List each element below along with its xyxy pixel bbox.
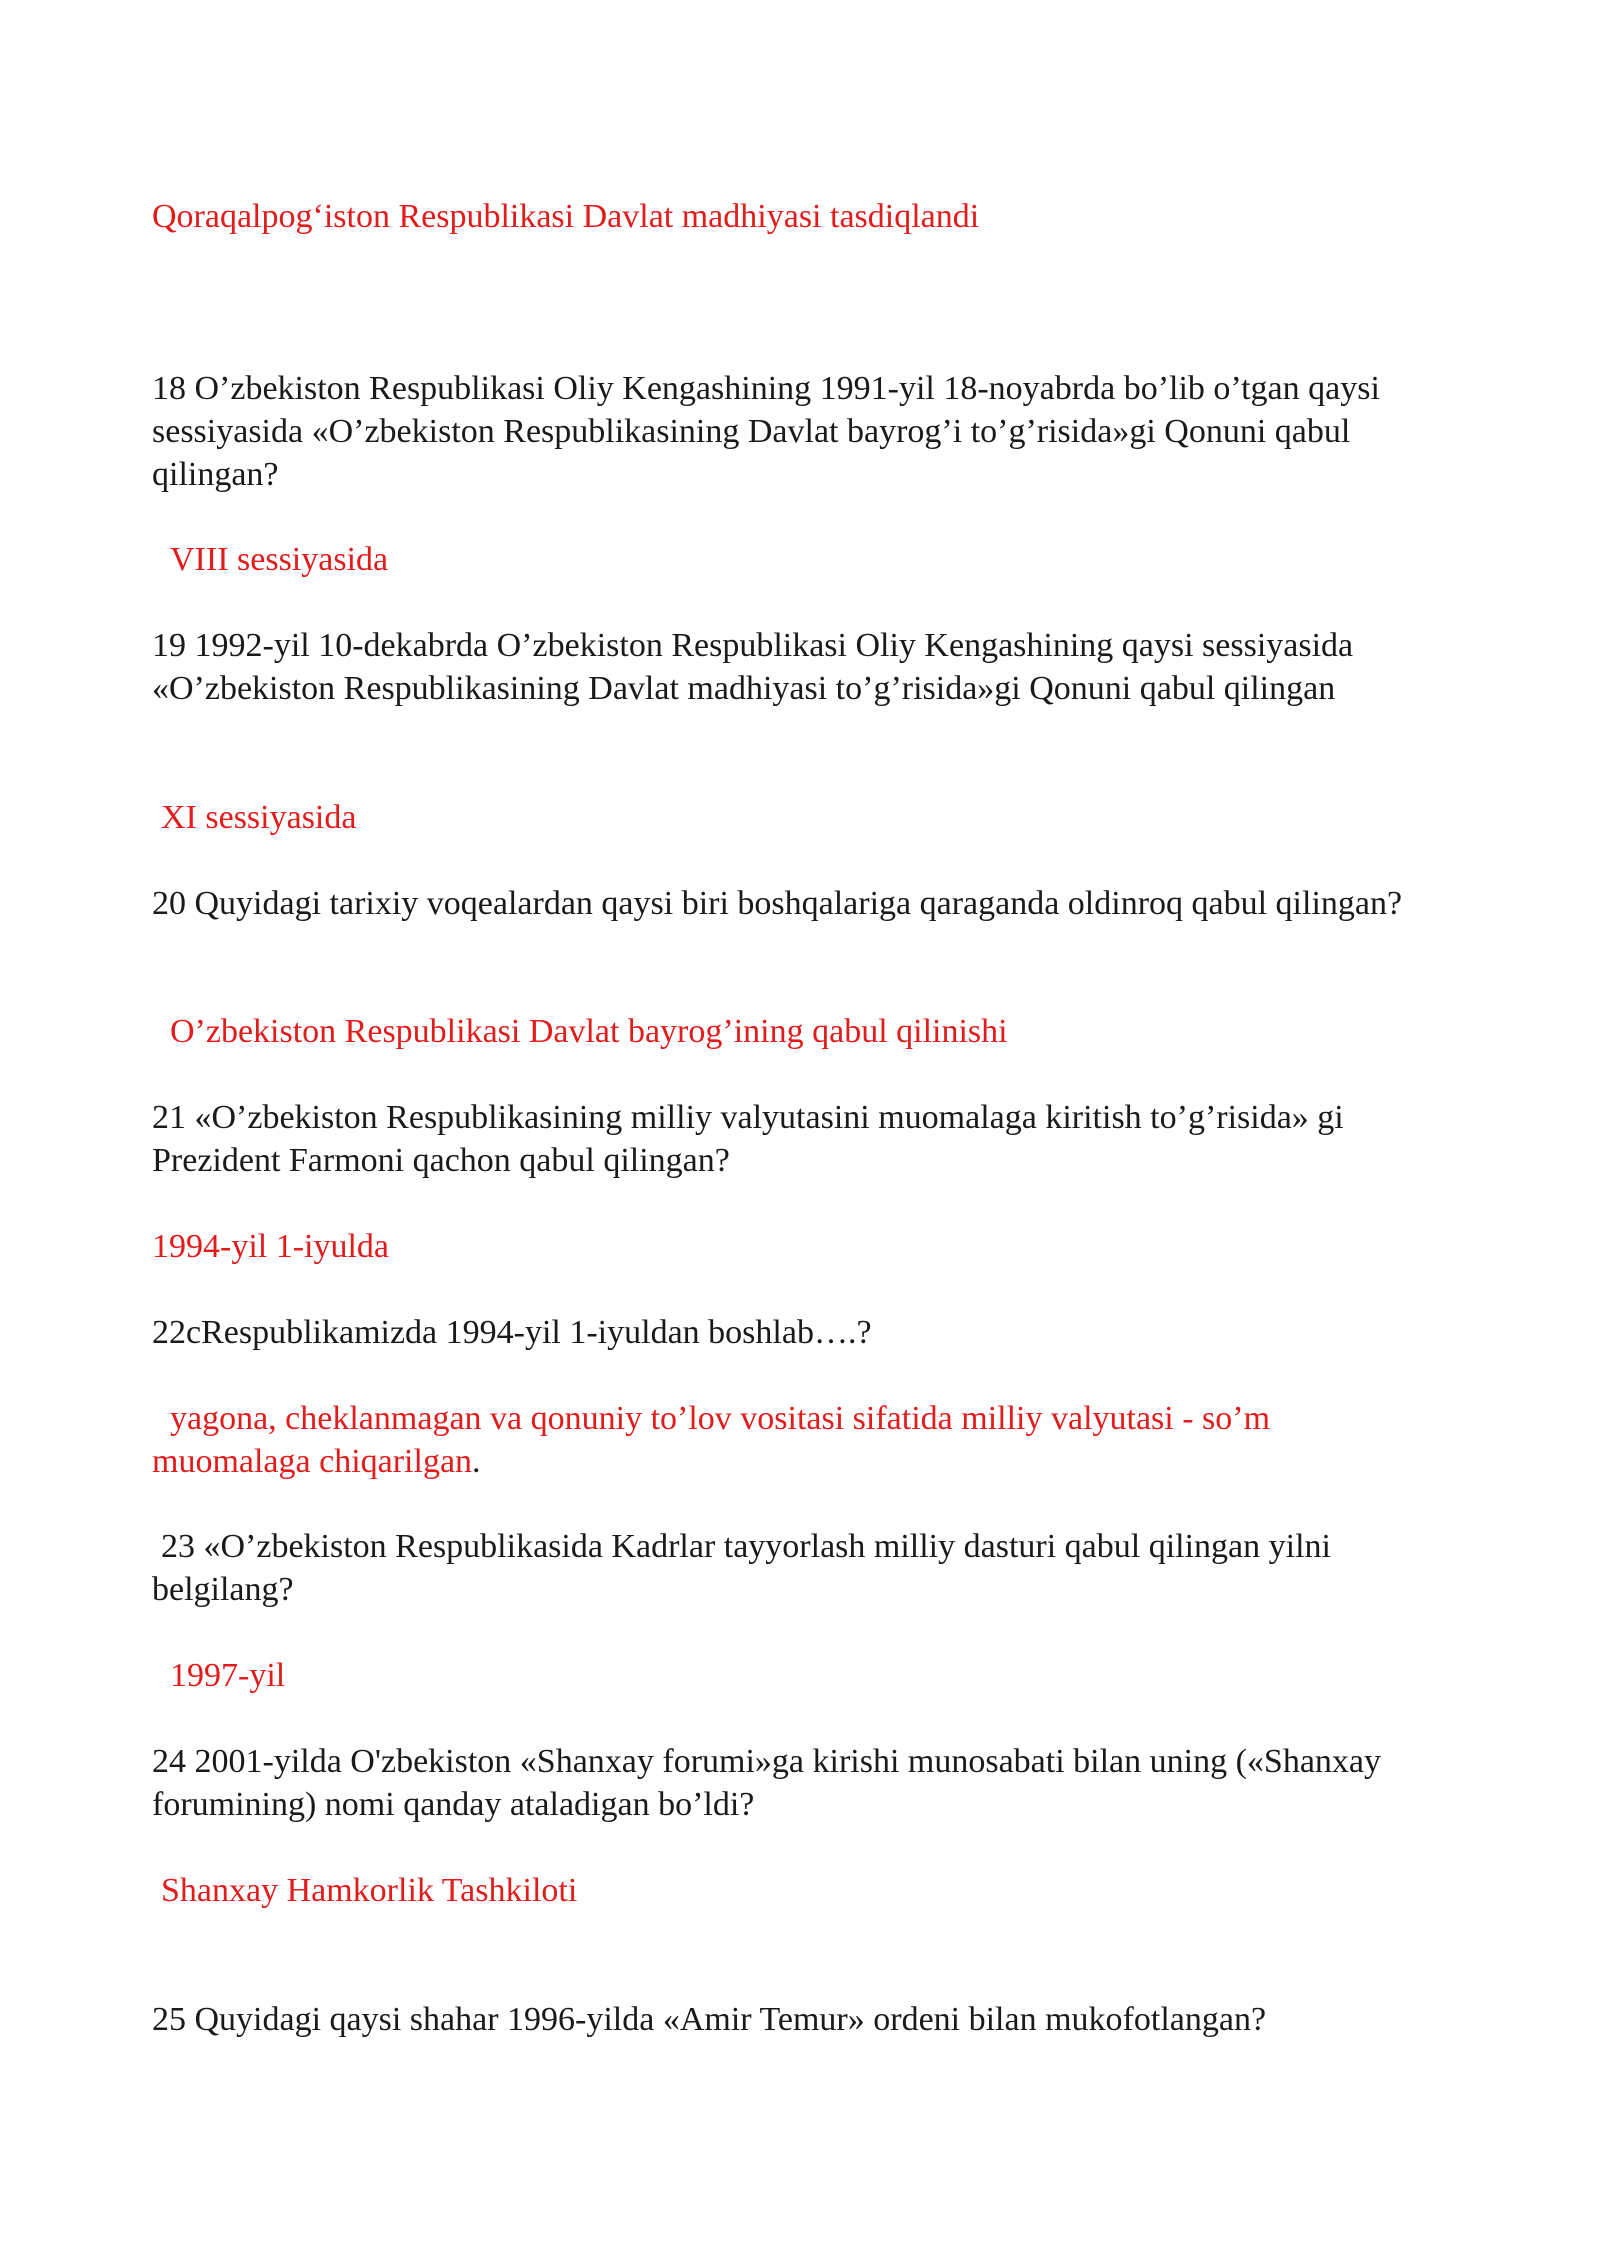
question-23: 23 «O’zbekiston Respublikasida Kadrlar tayyorlash milliy dasturi qabul qilingan yilni belgilang? [152, 1528, 1331, 1608]
answer-19: XI sessiyasida [161, 799, 357, 836]
answer-22: yagona, cheklanmagan va qonuniy to’lov vositasi sifatida milliy valyutasi - so’m muomalaga chiqarilgan [152, 1400, 1271, 1480]
question-22: 22cRespublikamizda 1994-yil 1-iyuldan boshlab….? [152, 1314, 872, 1351]
answer-22-tail: . [472, 1443, 481, 1480]
answer-18: VIII sessiyasida [170, 541, 389, 578]
question-20: 20 Quyidagi tarixiy voqealardan qaysi biri boshqalariga qaraganda oldinroq qabul qilingan? [152, 885, 1403, 922]
answer-21: 1994-yil 1-iyulda [152, 1228, 390, 1265]
answer-22-block [152, 1397, 1432, 1483]
document-heading: Qoraqalpogʻiston Respublikasi Davlat madhiyasi tasdiqlandi [152, 198, 980, 235]
answer-23: 1997-yil [170, 1657, 286, 1694]
question-19: 19 1992-yil 10-dekabrda O’zbekiston Respublikasi Oliy Kengashining qaysi sessiyasida «O’zbekiston Respublikasining Davlat madhiyasi to’g’risida»gi Qonuni qabul qilingan [152, 627, 1354, 707]
answer-20: O’zbekiston Respublikasi Davlat bayrog’ining qabul qilinishi [170, 1013, 1008, 1050]
question-21: 21 «O’zbekiston Respublikasining milliy valyutasini muomalaga kiritish to’g’risida» gi Prezident Farmoni qachon qabul qilingan? [152, 1099, 1344, 1179]
answer-24: Shanxay Hamkorlik Tashkiloti [161, 1872, 578, 1909]
question-24: 24 2001-yilda O'zbekiston «Shanxay forumi»ga kirishi munosabati bilan uning («Shanxay forumining) nomi qanday ataladigan bo’ldi? [152, 1743, 1381, 1823]
question-25: 25 Quyidagi qaysi shahar 1996-yilda «Amir Temur» ordeni bilan mukofotlangan? [152, 2001, 1267, 2038]
question-18: 18 O’zbekiston Respublikasi Oliy Kengashining 1991-yil 18-noyabrda bo’lib o’tgan qaysi sessiyasida «O’zbekiston Respublikasining Davlat bayrog’i to’g’risida»gi Qonuni qabul qilingan? [152, 370, 1380, 493]
